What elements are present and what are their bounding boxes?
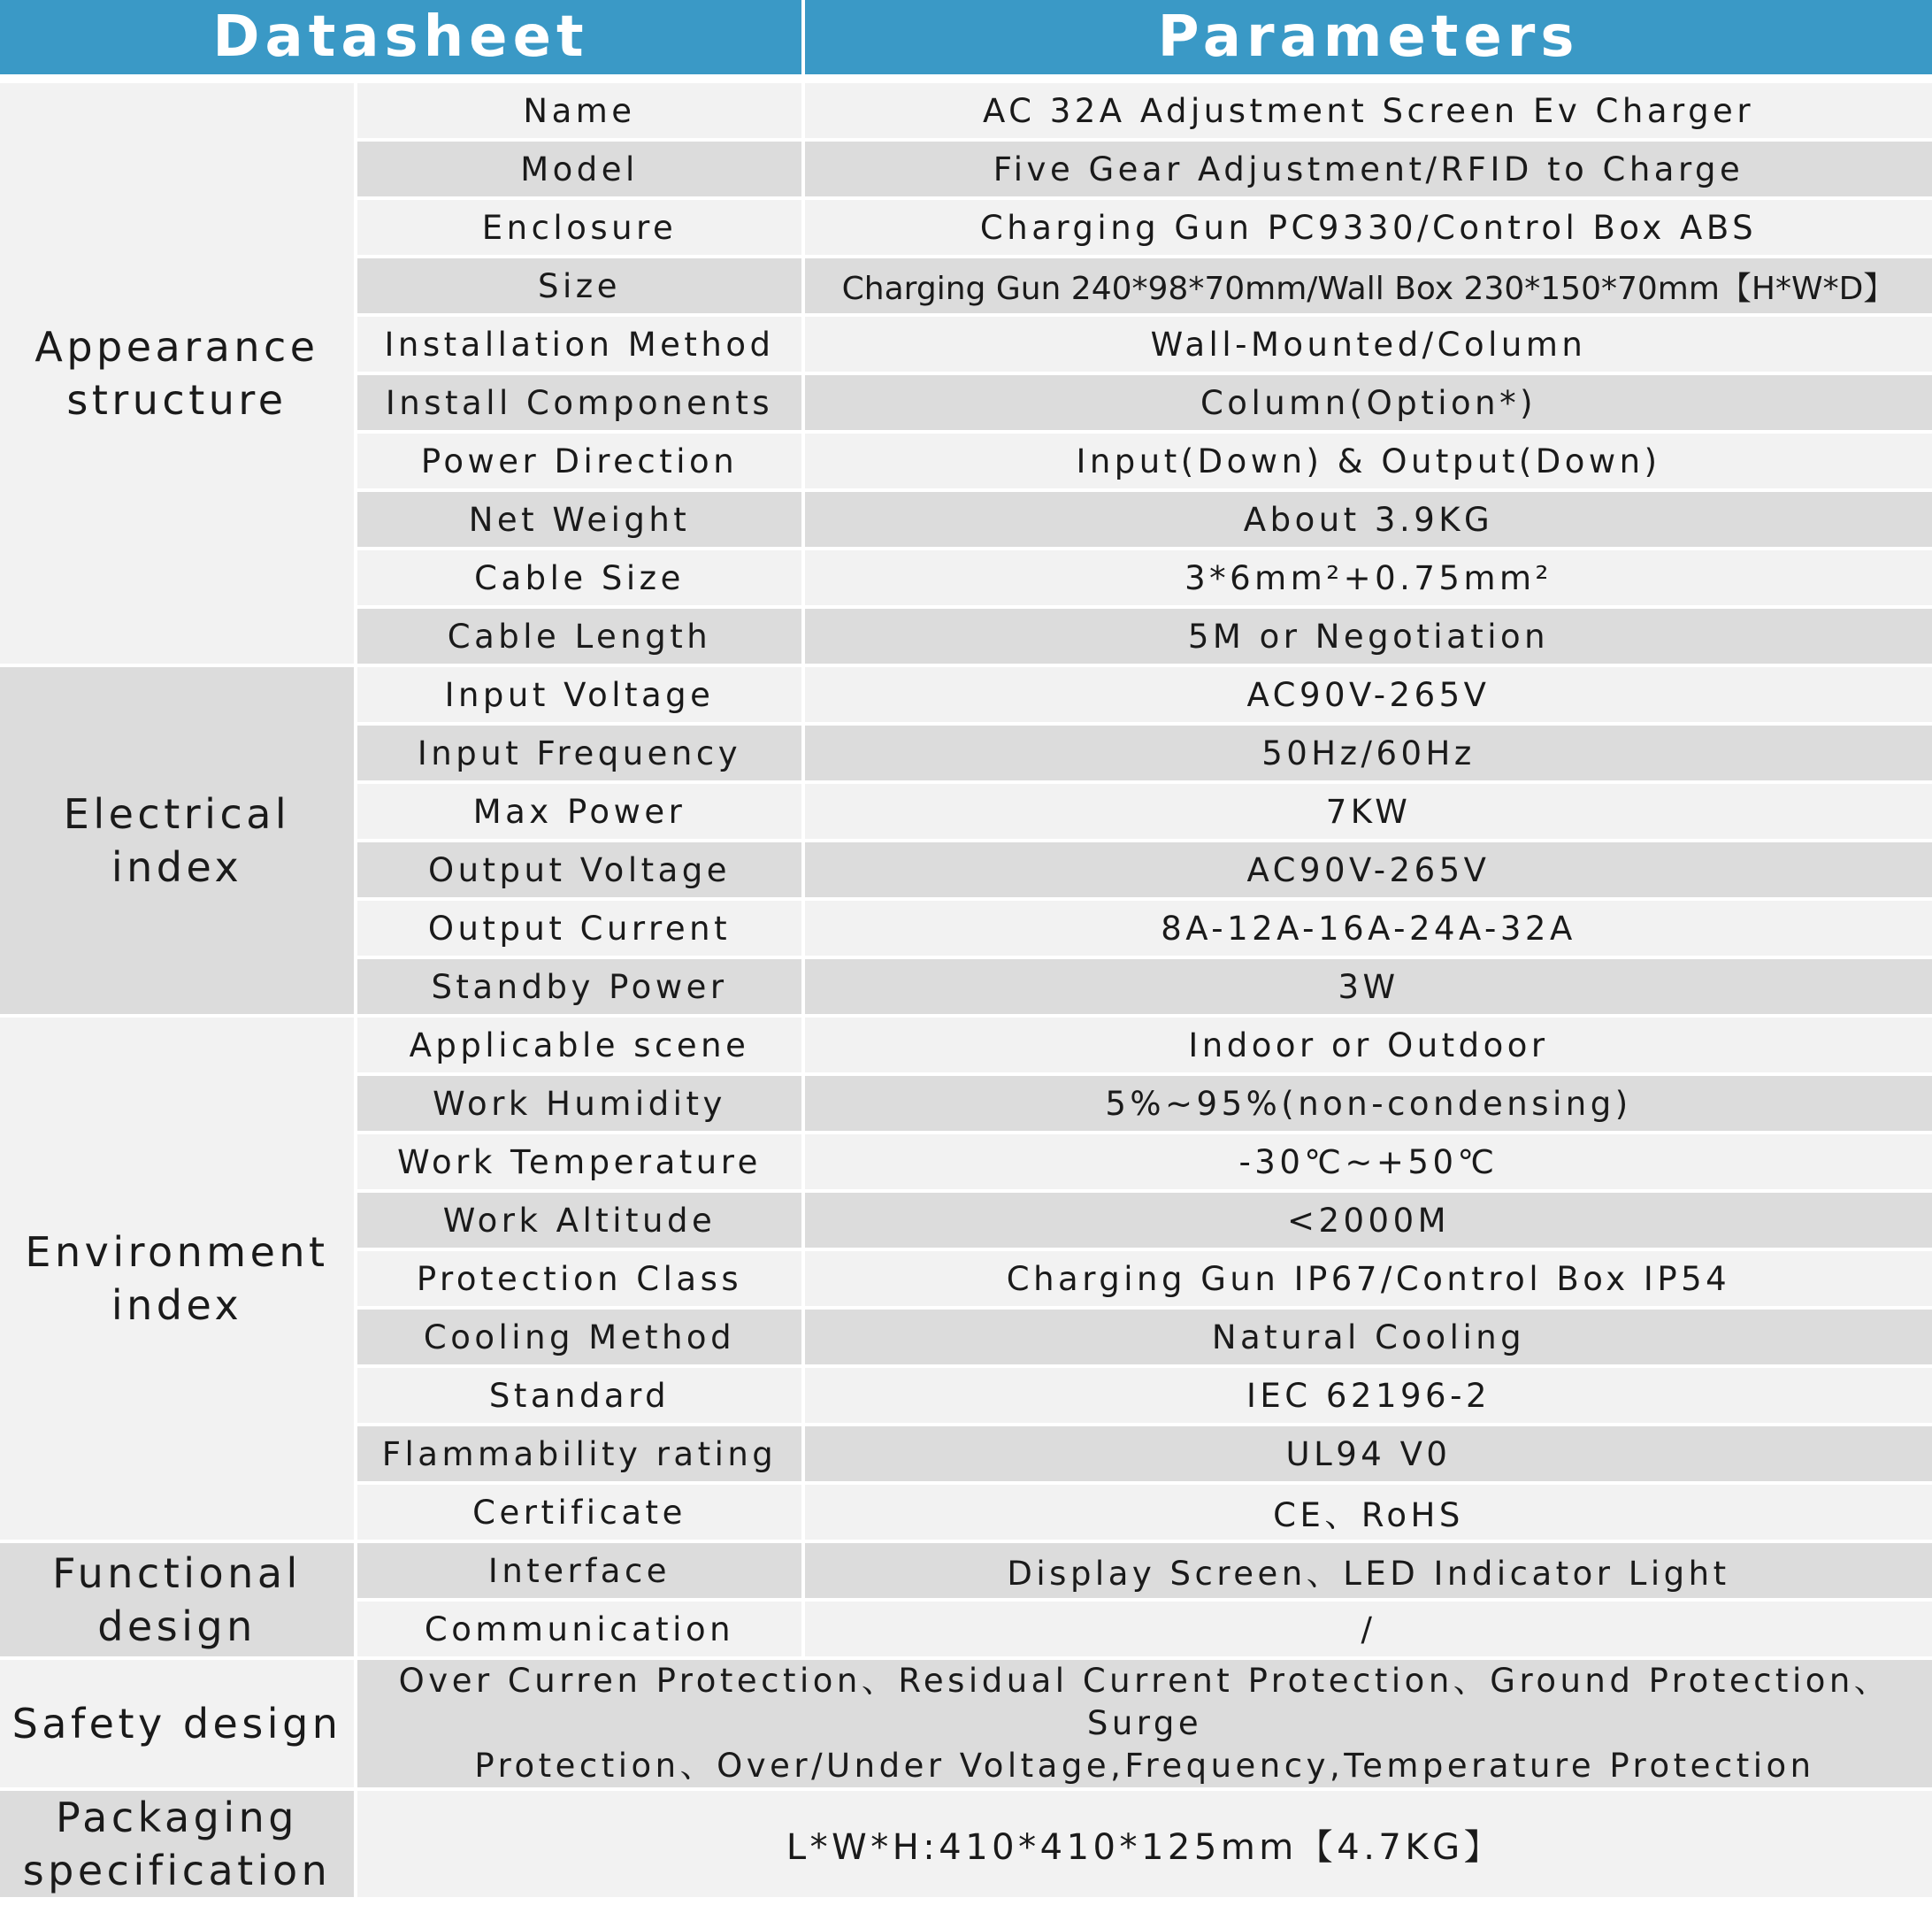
category-appearance (0, 83, 356, 665)
safety-value (356, 1658, 1932, 1789)
category-label: Safety design (12, 1700, 342, 1748)
header-row (0, 0, 1932, 74)
param-value: Input(Down) & Output(Down) (803, 432, 1932, 490)
category-label: Electrical index (63, 790, 291, 891)
category-label: Functional design (52, 1549, 302, 1650)
param-name: Cooling Method (356, 1308, 803, 1366)
param-name: Input Voltage (356, 665, 803, 724)
param-value: AC90V-265V (803, 665, 1932, 724)
param-value: 3*6mm²+0.75mm² (803, 549, 1932, 607)
param-value: Charging Gun IP67/Control Box IP54 (803, 1249, 1932, 1308)
packaging-value: L*W*H:410*410*125mm【4.7KG】 (356, 1789, 1932, 1899)
param-value: / (803, 1600, 1932, 1658)
param-value: AC 32A Adjustment Screen Ev Charger (803, 83, 1932, 140)
category-label: Environment index (25, 1228, 329, 1329)
param-name: Size (356, 257, 803, 315)
param-value: 50Hz/60Hz (803, 724, 1932, 782)
param-value: Natural Cooling (803, 1308, 1932, 1366)
param-name: Work Altitude (356, 1191, 803, 1249)
param-value: 5M or Negotiation (803, 607, 1932, 665)
param-name: Work Humidity (356, 1074, 803, 1133)
table-row (0, 83, 1932, 140)
param-value: Five Gear Adjustment/RFID to Charge (803, 140, 1932, 198)
category-electrical (0, 665, 356, 1016)
param-value: UL94 V0 (803, 1425, 1932, 1483)
param-name: Cable Length (356, 607, 803, 665)
param-name: Certificate (356, 1483, 803, 1541)
safety-line-2: Protection、Over/Under Voltage,Frequency,Temperature Protection (474, 1747, 1815, 1785)
param-name: Max Power (356, 782, 803, 841)
param-value: IEC 62196-2 (803, 1366, 1932, 1425)
category-label: Packaging specification (22, 1794, 332, 1894)
param-name: Net Weight (356, 490, 803, 549)
category-environment (0, 1016, 356, 1541)
param-value: Display Screen、LED Indicator Light (803, 1541, 1932, 1600)
param-name: Standard (356, 1366, 803, 1425)
param-value: 7KW (803, 782, 1932, 841)
param-name: Protection Class (356, 1249, 803, 1308)
param-name: Installation Method (356, 315, 803, 373)
safety-line-1: Over Curren Protection、Residual Current Protection、Ground Protection、Surge (398, 1662, 1891, 1742)
param-name: Name (356, 83, 803, 140)
param-value: 8A-12A-16A-24A-32A (803, 899, 1932, 957)
param-name: Enclosure (356, 198, 803, 257)
table-row (0, 1016, 1932, 1074)
param-value: CE、RoHS (803, 1483, 1932, 1541)
header-parameters: Parameters (803, 0, 1932, 74)
category-functional (0, 1541, 356, 1658)
table-row (0, 1541, 1932, 1600)
param-value: <2000M (803, 1191, 1932, 1249)
param-value: -30℃~+50℃ (803, 1133, 1932, 1191)
param-name: Work Temperature (356, 1133, 803, 1191)
param-name: Output Voltage (356, 841, 803, 899)
param-name: Interface (356, 1541, 803, 1600)
category-safety (0, 1658, 356, 1789)
header-gap (0, 74, 1932, 83)
table-row (0, 665, 1932, 724)
table-row (0, 1658, 1932, 1789)
param-value: Charging Gun PC9330/Control Box ABS (803, 198, 1932, 257)
param-name: Applicable scene (356, 1016, 803, 1074)
param-value: AC90V-265V (803, 841, 1932, 899)
category-packaging (0, 1789, 356, 1899)
param-value: 3W (803, 957, 1932, 1016)
param-value: 5%~95%(non-condensing) (803, 1074, 1932, 1133)
param-value: Indoor or Outdoor (803, 1016, 1932, 1074)
param-name: Input Frequency (356, 724, 803, 782)
param-value: Charging Gun 240*98*70mm/Wall Box 230*150*70mm【H*W*D】 (803, 257, 1932, 315)
header-datasheet: Datasheet (0, 0, 803, 74)
param-value: Wall-Mounted/Column (803, 315, 1932, 373)
param-name: Cable Size (356, 549, 803, 607)
param-name: Model (356, 140, 803, 198)
param-value: About 3.9KG (803, 490, 1932, 549)
param-name: Standby Power (356, 957, 803, 1016)
category-label: Appearance structure (34, 323, 319, 424)
param-name: Flammability rating (356, 1425, 803, 1483)
param-name: Power Direction (356, 432, 803, 490)
param-name: Output Current (356, 899, 803, 957)
param-name: Communication (356, 1600, 803, 1658)
table-row (0, 1789, 1932, 1899)
param-name: Install Components (356, 373, 803, 432)
param-value: Column(Option*) (803, 373, 1932, 432)
